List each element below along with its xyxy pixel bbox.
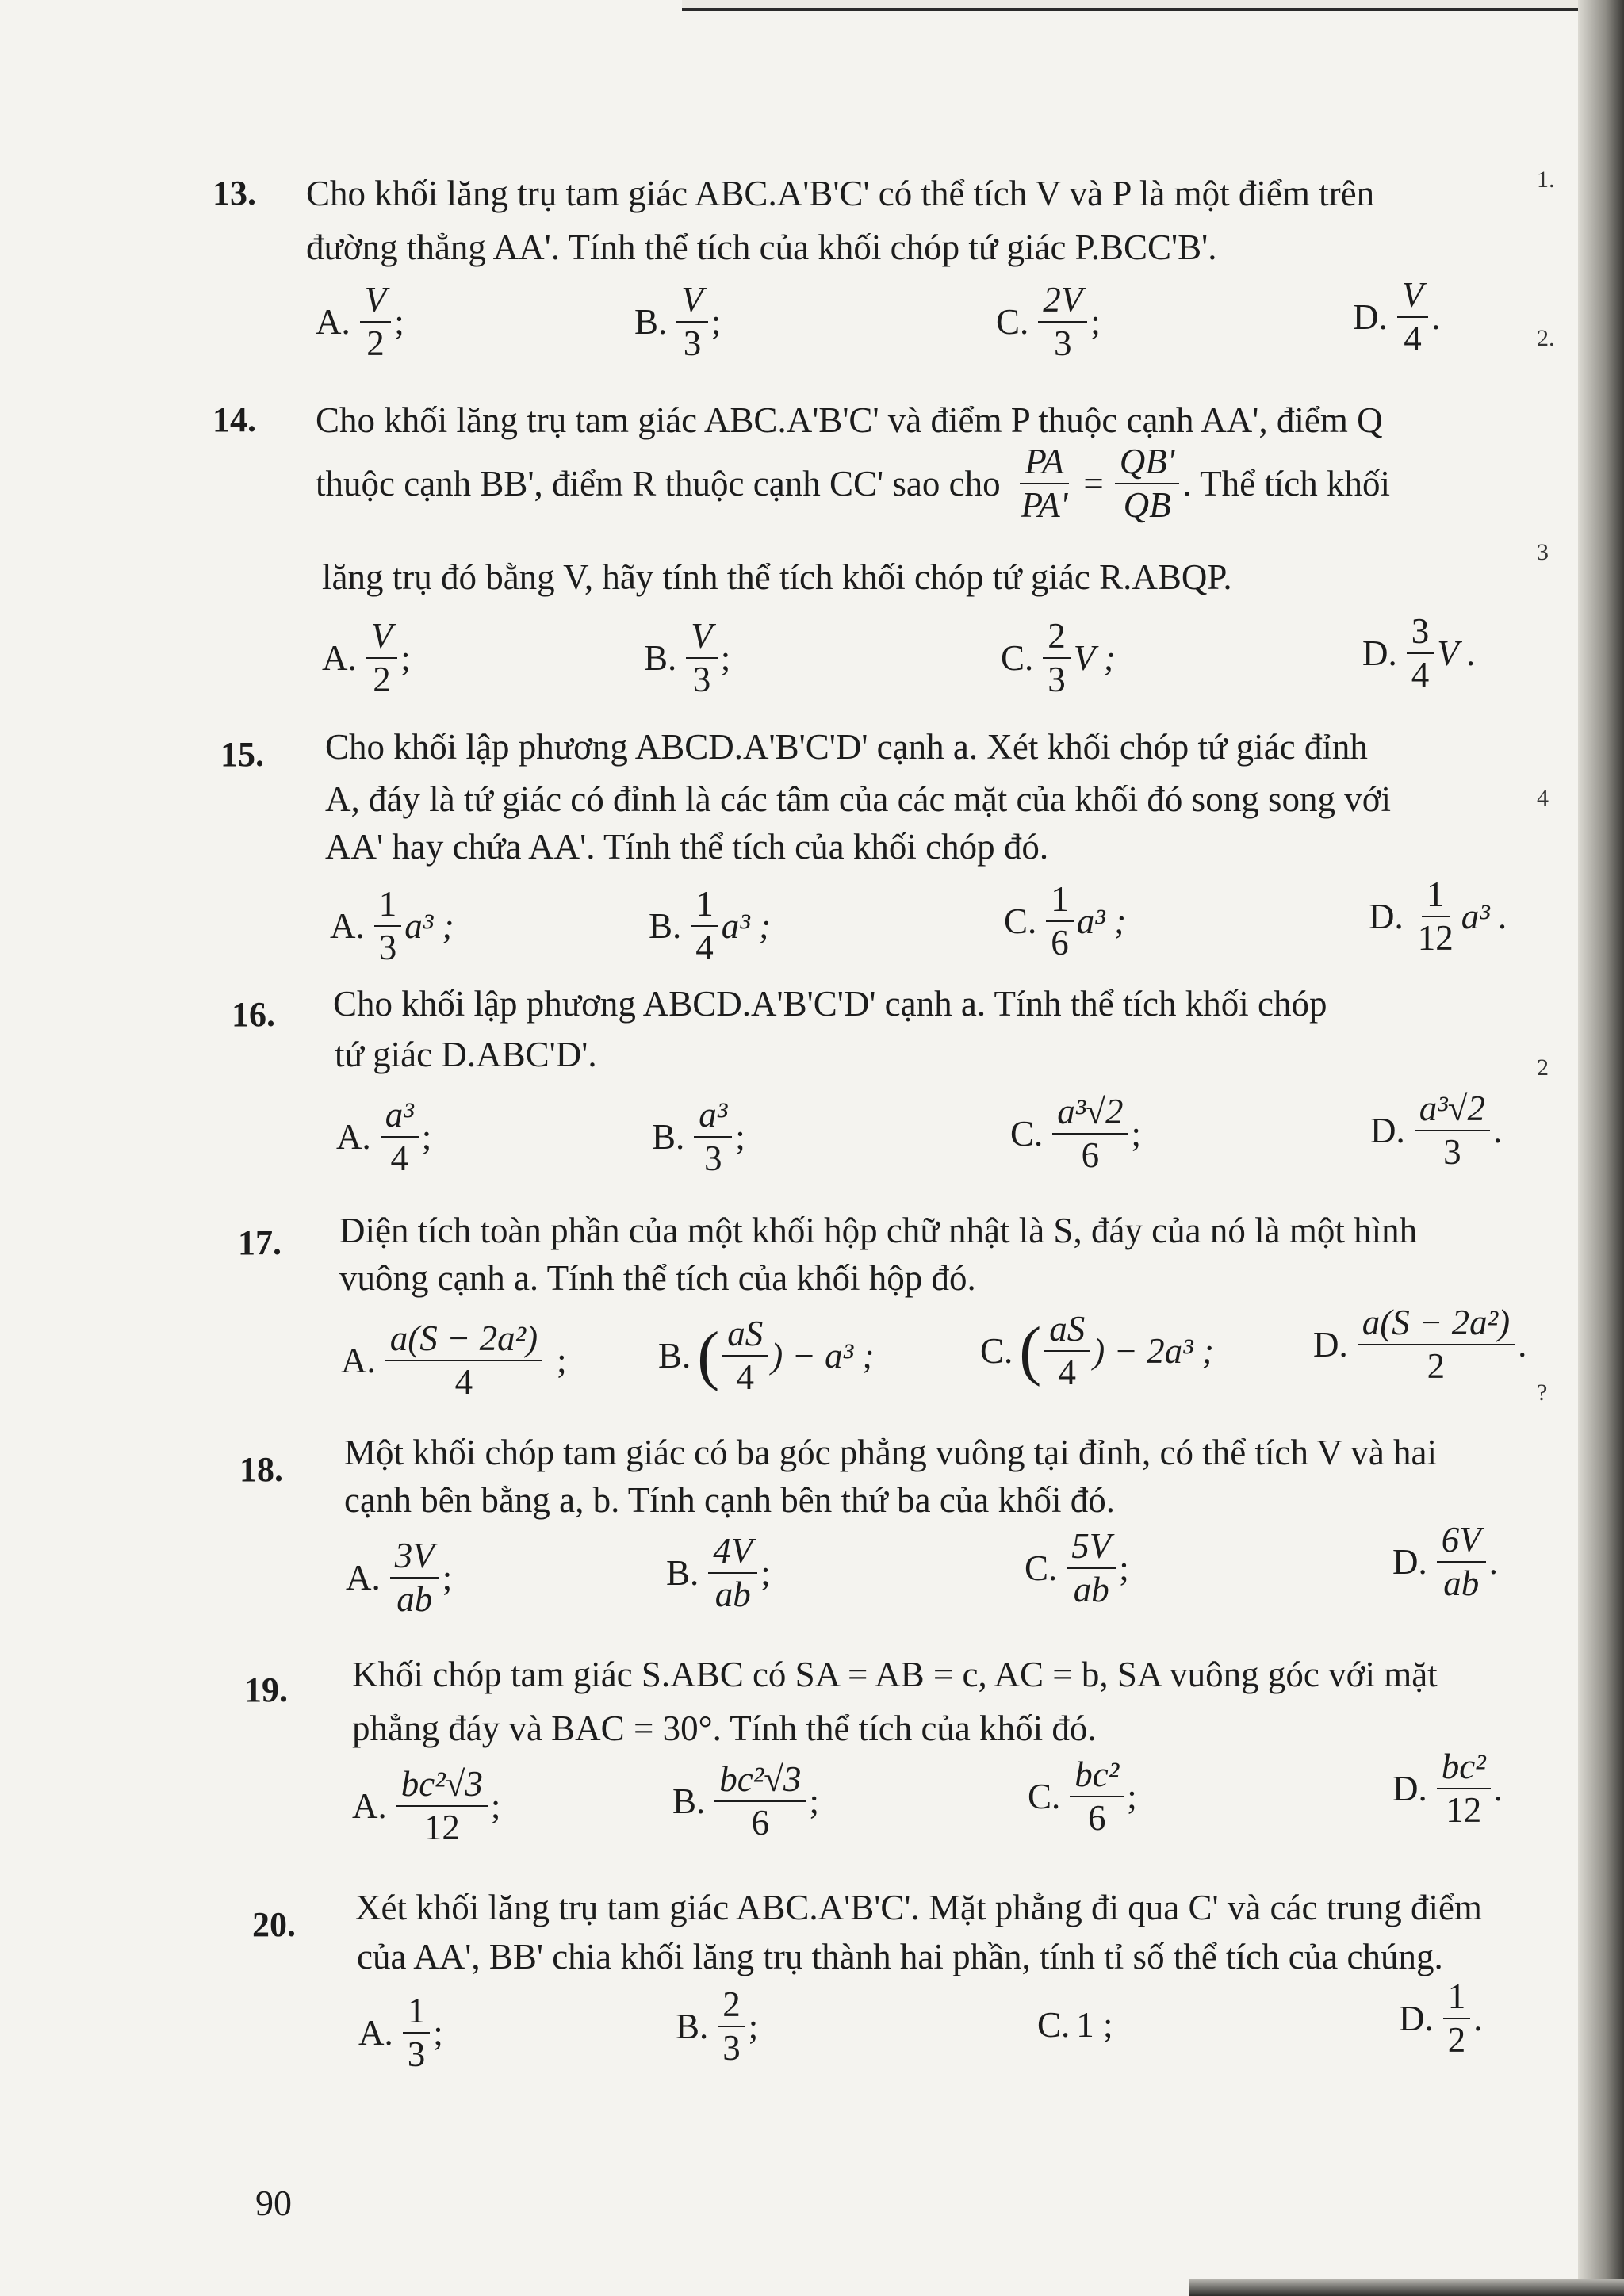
denominator: QB — [1123, 485, 1171, 525]
denominator: 2 — [373, 660, 391, 699]
option-suffix: ; — [1119, 1548, 1129, 1588]
option-a — [316, 282, 404, 362]
fraction — [722, 1316, 768, 1395]
paren-open: ( — [1019, 1314, 1042, 1387]
option-b — [672, 1759, 819, 1843]
numerator: a(S − 2a²) — [385, 1321, 542, 1361]
question-text-line: cạnh bên bằng a, b. Tính cạnh bên thứ ba của khối đó. — [344, 1480, 1116, 1520]
fraction — [396, 1766, 488, 1846]
option-a — [358, 1993, 443, 2072]
denominator: 12 — [1417, 918, 1454, 958]
numerator: V — [360, 282, 392, 323]
option-suffix: a³ ; — [1076, 901, 1126, 941]
denominator: ab — [714, 1575, 751, 1614]
fraction — [1070, 1757, 1124, 1836]
option-label: B. — [676, 2006, 709, 2046]
numerator: 1 — [1046, 882, 1074, 922]
numerator: 3 — [1407, 614, 1434, 654]
denominator: ab — [1073, 1570, 1109, 1609]
question-number: 15. — [220, 735, 264, 774]
option-suffix: ; — [809, 1781, 819, 1821]
numerator: aS — [1044, 1311, 1090, 1352]
denominator: 3 — [722, 2028, 741, 2068]
margin-mark: 2. — [1537, 325, 1555, 351]
option-c — [996, 282, 1101, 362]
option-suffix: V . — [1437, 633, 1477, 673]
option-a — [330, 886, 454, 966]
option-suffix: . — [1518, 1324, 1527, 1364]
fraction — [691, 886, 718, 966]
fraction — [714, 1759, 806, 1843]
denominator: 6 — [1081, 1135, 1100, 1175]
option-label: B. — [652, 1116, 685, 1157]
numerator: 2V — [1038, 282, 1087, 323]
question-text-line: . Thể tích khối — [1182, 463, 1391, 503]
option-suffix: . — [1492, 1110, 1503, 1150]
question-text-line: thuộc cạnh BB', điểm R thuộc cạnh CC' sao cho — [316, 463, 1001, 503]
margin-mark: 2 — [1537, 1054, 1549, 1081]
fraction — [1443, 1976, 1471, 2060]
denominator: 2 — [1447, 2020, 1466, 2060]
question-text-line: Diện tích toàn phần của một khối hộp chữ nhật là S, đáy của nó là một hình — [339, 1211, 1418, 1250]
fraction — [1043, 618, 1071, 698]
numerator: bc²√3 — [396, 1766, 488, 1807]
option-label: A. — [336, 1116, 371, 1157]
denominator: 2 — [366, 323, 385, 363]
option-suffix: ; — [421, 1116, 432, 1157]
option-label: A. — [346, 1557, 381, 1598]
option-c — [1028, 1757, 1137, 1836]
numerator: QB' — [1115, 444, 1180, 484]
fraction — [1044, 1311, 1090, 1391]
option-b — [649, 886, 771, 966]
question-text-line: Khối chóp tam giác S.ABC có SA = AB = c, AC = b, SA vuông góc với mặt — [352, 1655, 1438, 1694]
page-number: 90 — [255, 2183, 292, 2223]
option-suffix: ; — [400, 637, 411, 678]
question-text-line: tứ giác D.ABC'D'. — [335, 1035, 597, 1074]
option-suffix: ; — [557, 1340, 567, 1380]
fraction — [686, 618, 718, 698]
denominator: ab — [1443, 1563, 1480, 1603]
fraction — [1397, 277, 1429, 357]
option-a — [352, 1766, 500, 1846]
option-b — [644, 618, 730, 698]
denominator: 12 — [423, 1808, 460, 1847]
question-number: 13. — [213, 174, 256, 212]
numerator: V — [366, 618, 398, 659]
denominator: 4 — [1411, 655, 1430, 695]
option-label: B. — [672, 1781, 706, 1821]
denominator: 6 — [1051, 923, 1069, 962]
fraction — [708, 1533, 757, 1613]
denominator: PA' — [1021, 485, 1068, 525]
option-label: C. — [1001, 637, 1034, 678]
option-label: D. — [1362, 633, 1397, 673]
denominator: 4 — [454, 1362, 473, 1402]
numerator: aS — [722, 1316, 768, 1357]
denominator: 2 — [1427, 1346, 1446, 1386]
numerator: V — [686, 618, 718, 659]
fraction — [1017, 444, 1073, 523]
fraction — [381, 1097, 419, 1177]
numerator: 1 — [403, 1993, 431, 2034]
option-label: C. — [1025, 1548, 1058, 1588]
option-d — [1362, 611, 1477, 695]
numerator: a³ — [381, 1097, 419, 1138]
option-d — [1392, 1749, 1503, 1828]
fraction — [374, 886, 402, 966]
option-label: B. — [644, 637, 677, 678]
option-c — [1004, 879, 1126, 962]
option-b — [676, 1984, 759, 2068]
denominator: 4 — [736, 1357, 754, 1397]
question-number: 18. — [239, 1450, 283, 1489]
fraction — [366, 618, 398, 698]
option-suffix: ) − a³ ; — [771, 1335, 875, 1376]
option-a — [346, 1538, 452, 1617]
question-number: 20. — [252, 1905, 296, 1944]
numerator: 5V — [1067, 1529, 1116, 1569]
fraction — [1067, 1526, 1116, 1609]
option-value: 1 ; — [1076, 2005, 1113, 2045]
option-b — [666, 1533, 771, 1613]
margin-mark: ? — [1537, 1380, 1548, 1406]
equals-sign: = — [1083, 463, 1104, 503]
option-label: D. — [1313, 1324, 1348, 1364]
option-suffix: ; — [1131, 1113, 1141, 1154]
denominator: 4 — [1404, 319, 1422, 358]
option-suffix: . — [1493, 1768, 1503, 1808]
question-text-line: lăng trụ đó bằng V, hãy tính thể tích khối chóp tứ giác R.ABQP. — [322, 557, 1232, 597]
option-c — [1001, 618, 1116, 698]
option-d — [1353, 277, 1441, 357]
numerator: bc²√3 — [714, 1762, 806, 1802]
denominator: 3 — [407, 2034, 426, 2074]
denominator: ab — [396, 1579, 433, 1619]
question-text-line: Cho khối lập phương ABCD.A'B'C'D' cạnh a. Xét khối chóp tứ giác đỉnh — [325, 727, 1368, 767]
option-label: B. — [634, 301, 668, 342]
option-c — [1037, 2007, 1113, 2043]
option-label: D. — [1370, 1110, 1405, 1150]
denominator: 3 — [1443, 1132, 1461, 1172]
option-label: A. — [352, 1785, 387, 1826]
option-label: B. — [666, 1552, 699, 1593]
option-a — [322, 618, 411, 698]
option-suffix: ) − 2a³ ; — [1093, 1330, 1214, 1371]
option-b — [658, 1316, 874, 1395]
margin-mark: 1. — [1537, 166, 1555, 193]
question-text-line: Xét khối lăng trụ tam giác ABC.A'B'C'. Mặt phẳng đi qua C' và các trung điểm — [355, 1888, 1482, 1927]
option-suffix: ; — [490, 1785, 501, 1826]
question-text-line: phẳng đáy và BAC = 30°. Tính thể tích của khối đó. — [352, 1709, 1097, 1748]
option-c — [1025, 1526, 1129, 1609]
option-label: A. — [316, 301, 350, 342]
option-suffix: ; — [1127, 1776, 1137, 1816]
option-suffix: ; — [1090, 301, 1101, 342]
numerator: 1 — [374, 886, 402, 927]
option-label: C. — [996, 301, 1029, 342]
fraction — [1052, 1094, 1128, 1173]
question-text-line: vuông cạnh a. Tính thể tích của khối hộp đó. — [339, 1258, 976, 1298]
fraction — [1437, 1522, 1486, 1601]
option-c — [980, 1311, 1214, 1391]
question-text-line: Cho khối lập phương ABCD.A'B'C'D' cạnh a. Tính thể tích khối chóp — [333, 984, 1327, 1024]
numerator: V — [1397, 277, 1429, 318]
option-d — [1313, 1305, 1526, 1384]
option-d — [1370, 1091, 1502, 1170]
option-label: D. — [1369, 896, 1404, 936]
denominator: 4 — [390, 1138, 408, 1178]
fraction — [1046, 879, 1074, 962]
denominator: 3 — [704, 1138, 722, 1178]
option-suffix: ; — [394, 301, 404, 342]
denominator: 12 — [1446, 1790, 1482, 1830]
fraction — [403, 1993, 431, 2072]
option-label: B. — [658, 1335, 691, 1376]
option-label: C. — [1037, 2005, 1071, 2045]
option-suffix: ; — [760, 1552, 771, 1593]
fraction — [676, 282, 708, 362]
fraction — [1038, 282, 1087, 362]
option-label: C. — [1010, 1113, 1044, 1154]
option-suffix: ; — [442, 1557, 453, 1598]
question-number: 14. — [213, 400, 256, 439]
numerator: PA — [1020, 444, 1068, 484]
option-label: C. — [980, 1330, 1013, 1371]
denominator: 4 — [695, 928, 714, 967]
option-suffix: ; — [710, 301, 722, 342]
option-d — [1369, 874, 1508, 958]
denominator: 3 — [683, 323, 702, 363]
numerator: 4V — [708, 1533, 757, 1574]
option-label: D. — [1353, 297, 1388, 337]
fraction — [1413, 874, 1458, 958]
option-suffix: . — [1488, 1541, 1498, 1582]
denominator: 3 — [1048, 660, 1066, 699]
numerator: a(S − 2a²) — [1358, 1305, 1515, 1345]
question-text-line: Cho khối lăng trụ tam giác ABC.A'B'C' có thể tích V và P là một điểm trên — [306, 174, 1375, 213]
denominator: 3 — [692, 660, 711, 699]
fraction — [390, 1538, 439, 1617]
numerator: bc² — [1437, 1749, 1491, 1789]
question-text-line: đường thẳng AA'. Tính thể tích của khối chóp tứ giác P.BCC'B'. — [306, 228, 1217, 267]
numerator: 1 — [691, 886, 718, 927]
option-label: B. — [649, 905, 682, 946]
option-c — [1010, 1094, 1141, 1173]
numerator: 6V — [1437, 1522, 1486, 1563]
denominator: 6 — [1088, 1798, 1106, 1838]
option-label: A. — [358, 2012, 393, 2053]
book-spine-edge — [1578, 0, 1624, 2296]
denominator: 3 — [378, 928, 397, 967]
numerator: 2 — [1043, 618, 1071, 659]
margin-mark: 4 — [1537, 785, 1549, 811]
option-b — [652, 1097, 745, 1177]
question-text-line-with-ratio — [316, 444, 1390, 523]
fraction — [1115, 444, 1180, 523]
paren-open: ( — [697, 1318, 720, 1392]
numerator: 1 — [1443, 1979, 1471, 2019]
option-label: A. — [330, 905, 365, 946]
option-suffix: . — [1473, 1998, 1483, 2038]
option-suffix: ; — [735, 1116, 745, 1157]
option-suffix: a³ . — [1461, 896, 1508, 936]
question-text-line: A, đáy là tứ giác có đỉnh là các tâm của các mặt của khối đó song song với — [325, 779, 1392, 819]
option-suffix: ; — [720, 637, 731, 678]
option-suffix: ; — [748, 2006, 759, 2046]
question-number: 19. — [244, 1670, 288, 1709]
option-label: D. — [1399, 1998, 1434, 2038]
fraction — [718, 1984, 745, 2068]
question-text-line: Cho khối lăng trụ tam giác ABC.A'B'C' và điểm P thuộc cạnh AA', điểm Q — [316, 400, 1383, 440]
fraction — [1358, 1305, 1515, 1384]
question-number: 17. — [238, 1223, 282, 1262]
numerator: V — [676, 282, 708, 323]
question-text-line: AA' hay chứa AA'. Tính thể tích của khối chóp đó. — [325, 827, 1049, 867]
numerator: a³√2 — [1415, 1091, 1490, 1131]
option-suffix: a³ ; — [404, 905, 454, 946]
fraction — [694, 1097, 732, 1177]
option-label: D. — [1392, 1541, 1427, 1582]
fraction — [1407, 611, 1434, 695]
fraction — [1415, 1091, 1490, 1170]
option-suffix: a³ ; — [721, 905, 771, 946]
option-d — [1392, 1522, 1498, 1601]
option-b — [634, 282, 721, 362]
numerator: a³√2 — [1052, 1094, 1128, 1135]
option-label: D. — [1392, 1768, 1427, 1808]
option-label: C. — [1028, 1776, 1061, 1816]
option-label: A. — [322, 637, 357, 678]
margin-mark: 3 — [1537, 539, 1549, 565]
numerator: 3V — [390, 1538, 439, 1578]
fraction — [1437, 1749, 1491, 1828]
question-number: 16. — [232, 995, 275, 1034]
option-a — [336, 1097, 431, 1177]
option-suffix: . — [1431, 297, 1441, 337]
fraction — [360, 282, 392, 362]
option-suffix: V ; — [1073, 637, 1116, 678]
option-a — [341, 1318, 567, 1402]
denominator: 3 — [1054, 323, 1072, 363]
option-label: A. — [341, 1340, 376, 1380]
numerator: 2 — [718, 1987, 745, 2027]
numerator: bc² — [1070, 1757, 1124, 1797]
option-label: C. — [1004, 901, 1037, 941]
fraction — [385, 1318, 542, 1402]
option-d — [1399, 1976, 1483, 2060]
question-text-line: của AA', BB' chia khối lăng trụ thành hai phần, tính tỉ số thể tích của chúng. — [357, 1937, 1443, 1976]
denominator: 4 — [1058, 1353, 1076, 1392]
numerator: 1 — [1422, 877, 1450, 917]
denominator: 6 — [751, 1803, 770, 1843]
option-suffix: ; — [433, 2012, 443, 2053]
numerator: a³ — [694, 1097, 732, 1138]
question-text-line: Một khối chóp tam giác có ba góc phẳng vuông tại đỉnh, có thể tích V và hai — [344, 1433, 1438, 1472]
